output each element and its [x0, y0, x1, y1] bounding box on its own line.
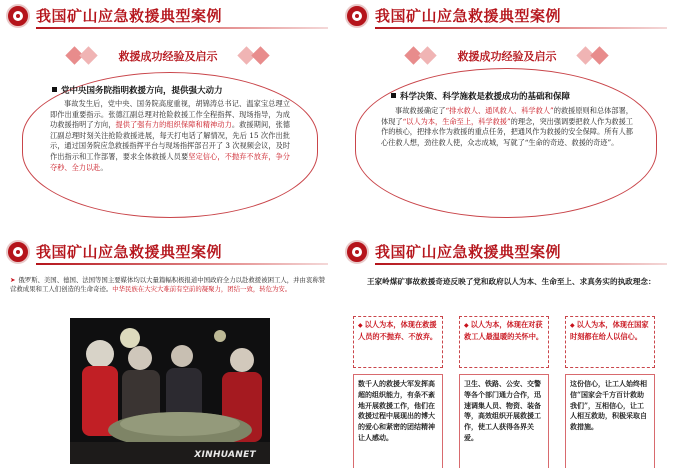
theme-box-bottom: 数千人的救援大军发挥高超的组织能力，有条不紊地开展救援工作，他们在救援过程中展现出的博大的爱心和紧密的团结精神让人感动。: [353, 374, 443, 468]
banner: [0, 48, 336, 66]
body-segment: 事故发生后，党中央、国务院高度重视，胡锦涛总书记、温家宝总理立即作出重要指示。张德江副总理对抢险救援工作全程指挥、现场指导，为成功救援指明了方向，: [50, 99, 290, 130]
banner-title: 救援成功经验及启示: [457, 50, 557, 63]
rescue-photo: [70, 318, 270, 464]
body-segment: 的理念，突出强调要把救人作为救援工作的核心，把排水作为救援的重点任务，把通风作为救援的安全保障。所有人都心往救人想，劲往救人使，众志成城，写就了“生命的奇迹、救援的奇迹”。: [381, 116, 633, 147]
title-divider: [375, 27, 667, 29]
body-highlight: 提供了强有力的组织保障和精神动力: [115, 120, 232, 130]
theme-headline: 以人为本，体现在救援人员的不抛弃、不放弃。: [358, 320, 438, 341]
emblem-logo: [6, 240, 30, 264]
emblem-logo: [345, 4, 369, 28]
arrow-bullet-icon: ➤: [10, 276, 16, 284]
slide-2: [339, 0, 675, 232]
body-segment: 事故救援确定了: [395, 106, 446, 115]
heading-text: 科学决策、科学施救是救援成功的基础和保障: [400, 92, 571, 102]
body-segment: 。救援期间，张德江副总理时刻关注抢险救援进展，每天打电话了解情况，先后 15 次作出批示，通过国务院应急救援指挥平台与现场指挥部召开了 3 次视频会议，及时作出指示和工作部署，要求全体救援人员要: [50, 120, 290, 161]
slide-title: 我国矿山应急救援典型案例: [36, 7, 223, 25]
title-divider: [36, 263, 328, 265]
theme-column: [565, 316, 655, 468]
theme-box-top: [353, 316, 443, 368]
slide-1: [0, 0, 336, 232]
body-segment: 的救援原则和总体部署，体现了: [381, 106, 633, 126]
slide-3: [0, 236, 336, 468]
rescue-scene-image: [70, 318, 270, 464]
body-highlight: “以人为本，生命至上，科学救援”: [402, 116, 511, 126]
slide-header: [0, 236, 336, 270]
slide-header: [0, 0, 336, 34]
theme-box-top: [565, 316, 655, 368]
body-text: [381, 106, 633, 148]
intro-text: 王家岭煤矿事故救援奇迹反映了党和政府以人为本、生命至上、求真务实的执政理念：: [367, 277, 656, 286]
body-text: [50, 99, 290, 173]
title-divider: [375, 263, 667, 265]
slide-4: [339, 236, 675, 468]
slide-header: [339, 236, 675, 270]
bullet-icon: [391, 93, 396, 98]
body-segment: 。: [100, 162, 108, 172]
theme-headline: 以人为本，体现在对获救工人最温暖的关怀中。: [464, 320, 544, 341]
theme-box-bottom: 这份信心，让工人始终相信“国家会千方百计救助我们”，互相信心，让工人相互救助，积极采取自救措施。: [565, 374, 655, 468]
heading-text: 党中央国务院指明救援方向，提供强大动力: [61, 86, 223, 96]
diamond-bullet-icon: ◆: [570, 322, 575, 329]
body-highlight: “排水救人、通风救人、科学救人”: [445, 106, 554, 115]
theme-column: [459, 316, 549, 468]
diamond-bullet-icon: ◆: [358, 322, 363, 329]
theme-box-bottom: 卫生、铁路、公安、交警等各个部门通力合作，迅速调集人员、物资、装备等，高效组织开展救援工作，使工人获得各界关爱。: [459, 374, 549, 468]
bullet-highlight: 中华民族在大灾大难前有空前的凝聚力，团结一致，转危为安。: [112, 285, 292, 294]
slide-title: 我国矿山应急救援典型案例: [375, 7, 562, 25]
slide-header: [339, 0, 675, 34]
banner-title: 救援成功经验及启示: [118, 50, 218, 63]
theme-box-top: [459, 316, 549, 368]
slide-title: 我国矿山应急救援典型案例: [36, 243, 223, 261]
banner: [339, 48, 675, 66]
title-divider: [36, 27, 328, 29]
bullet-icon: [52, 87, 57, 92]
diamond-bullet-icon: ◆: [464, 322, 469, 329]
emblem-logo: [6, 4, 30, 28]
slide-title: 我国矿山应急救援典型案例: [375, 243, 562, 261]
theme-column: [353, 316, 443, 468]
news-bullet: [10, 276, 328, 295]
theme-headline: 以人为本，体现在国家时刻都在给人以信心。: [570, 320, 649, 341]
watermark: XINHUANET: [194, 450, 256, 460]
section-heading: [52, 84, 223, 96]
body-highlight: 坚定信心，不抛弃不放弃，争分夺秒、全力以赴: [50, 151, 290, 172]
bullet-text: 俄罗斯、美国、德国、法国等国主要媒体均以大量篇幅积极报道中国政府全力以赴救援被困工人，并由衷称赞营救成果和工人们创造的生命奇迹。: [10, 276, 326, 294]
section-heading: [391, 90, 570, 102]
emblem-logo: [345, 240, 369, 264]
